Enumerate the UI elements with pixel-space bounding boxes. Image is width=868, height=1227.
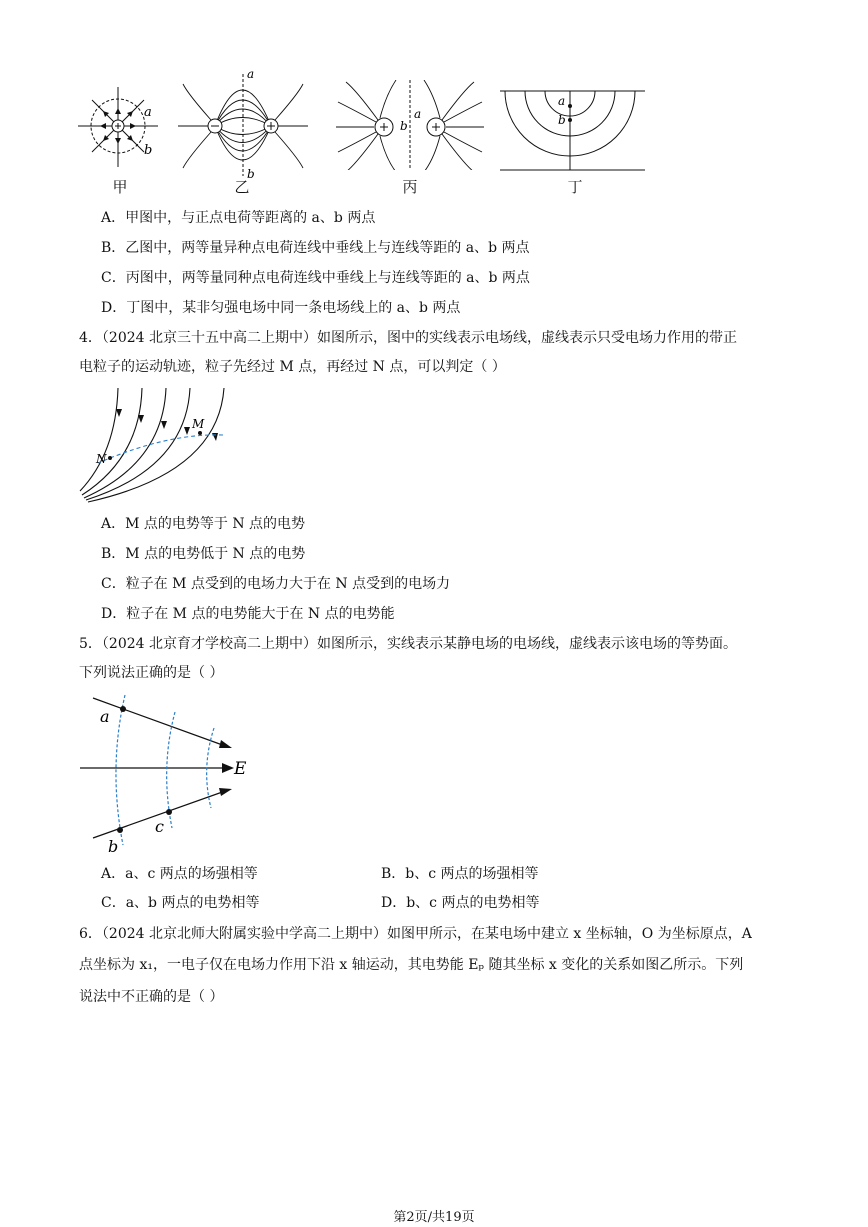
q6-stem-line1: 6．（2024 北京北师大附属实验中学高二上期中）如图甲所示，在某电场中建立 x 坐标轴，O 为坐标原点，A [79,926,752,942]
svg-text:a: a [144,105,152,120]
q5-figure [78,690,263,855]
q6-stem-line3: 说法中不正确的是（ ） [79,989,224,1005]
q5-option-a: A．a、c 两点的场强相等 [101,866,258,882]
svg-text:E: E [234,759,247,779]
q4-option-c: C．粒子在 M 点受到的电场力大于在 N 点受到的电场力 [101,576,451,592]
q4-option-a: A．M 点的电势等于 N 点的电势 [101,516,306,532]
q5-option-c: C．a、b 两点的电势相等 [101,895,260,911]
svg-text:b: b [108,837,119,855]
q5-option-d: D．b、c 两点的电势相等 [381,895,540,911]
figure-label-ding: 丁 [567,178,583,196]
q4-stem-line1: 4．（2024 北京三十五中高二上期中）如图所示，图中的实线表示电场线，虚线表示只受电场力作用的带正 [79,330,737,346]
svg-text:c: c [155,817,164,836]
svg-text:a: a [558,94,566,108]
q4-option-b: B．M 点的电势低于 N 点的电势 [101,546,306,562]
q5-stem-line1: 5．（2024 北京育才学校高二上期中）如图所示，实线表示某静电场的电场线，虚线表示该电场的等势面。 [79,636,737,652]
svg-text:a: a [414,107,422,121]
svg-text:M: M [192,417,205,431]
figure-bing [336,80,486,170]
svg-text:b: b [400,119,408,133]
figure-ding [500,88,650,178]
q3-figures [78,62,658,197]
svg-text:a: a [100,707,110,726]
svg-text:a: a [247,67,255,81]
q6-stem-line2: 点坐标为 x₁，一电子仅在电场力作用下沿 x 轴运动，其电势能 Eₚ 随其坐标 x 变化的关系如图乙所示。下列 [79,957,744,973]
svg-text:N: N [96,452,107,466]
q4-option-d: D．粒子在 M 点的电势能大于在 N 点的电势能 [101,606,395,622]
q3-option-b: B．乙图中，两等量异种点电荷连线中垂线上与连线等距的 a、b 两点 [101,240,530,256]
q5-stem-line2: 下列说法正确的是（ ） [79,665,224,681]
svg-text:b: b [558,113,566,127]
figure-jia [78,82,163,172]
figure-label-jia: 甲 [112,178,128,196]
page-footer: 第2页/共19页 [393,1210,475,1225]
figure-label-bing: 丙 [402,178,418,196]
q3-option-a: A．甲图中，与正点电荷等距离的 a、b 两点 [101,210,376,226]
figure-label-yi: 乙 [234,178,250,196]
q3-option-d: D．丁图中，某非匀强电场中同一条电场线上的 a、b 两点 [101,300,461,316]
q4-figure [78,383,228,503]
svg-text:b: b [247,167,255,181]
svg-text:b: b [144,143,153,158]
q4-stem-line2: 电粒子的运动轨迹，粒子先经过 M 点，再经过 N 点，可以判定（ ） [79,359,506,375]
q5-option-b: B．b、c 两点的场强相等 [381,866,539,882]
figure-yi [178,64,313,184]
q3-option-c: C．丙图中，两等量同种点电荷连线中垂线上与连线等距的 a、b 两点 [101,270,530,286]
